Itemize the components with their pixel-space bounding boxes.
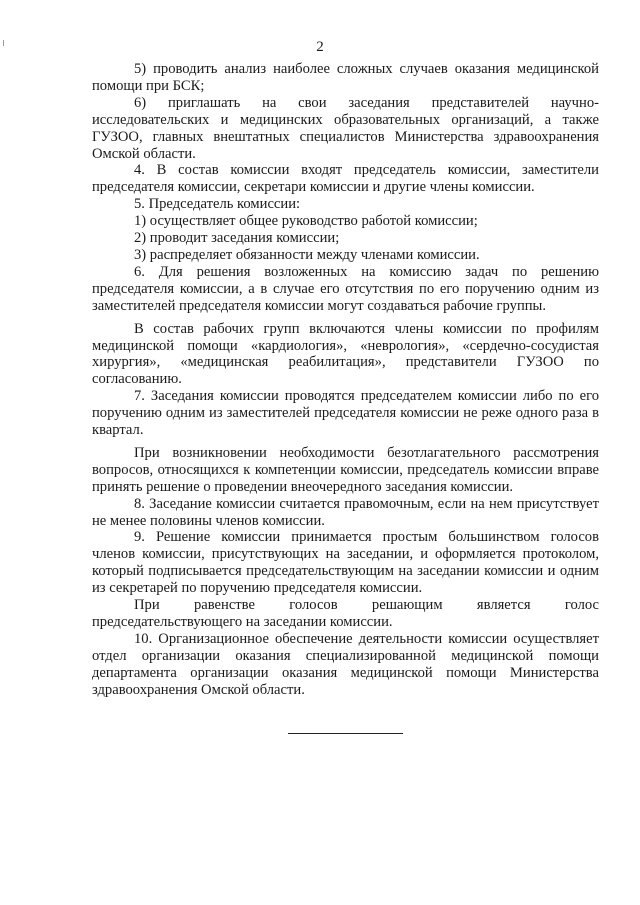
- paragraph-clause-10: 10. Организационное обеспечение деятельности комиссии осуществляет отдел организации оказания специализированной медицинской помощи департамента организации оказания медицинской помощи Министерства здравоохранения Омской области.: [92, 630, 599, 698]
- paragraph-item-6: 6) приглашать на свои заседания представителей научно-исследовательских и медицинских образовательных организаций, а также ГУЗОО, главных внештатных специалистов Министерства здравоохранения Омской области.: [92, 94, 599, 162]
- end-divider-line: [288, 733, 403, 734]
- paragraph-tie-vote: При равенстве голосов решающим является голос председательствующего на заседании комиссии.: [92, 597, 599, 630]
- paragraph-clause-8: 8. Заседание комиссии считается правомочным, если на нем присутствует не менее половины членов комиссии.: [92, 495, 599, 529]
- paragraph-item-5: 5) проводить анализ наиболее сложных случаев оказания медицинской помощи при БСК;: [92, 61, 599, 94]
- paragraph-clause-5-item-1: 1) осуществляет общее руководство работой комиссии;: [134, 213, 478, 230]
- page-number: 2: [316, 39, 324, 55]
- paragraph-clause-6: 6. Для решения возложенных на комиссию задач по решению председателя комиссии, а в случае его отсутствия по его поручению одним из заместителей председателя комиссии могут создаваться рабочие группы.: [92, 263, 599, 314]
- paragraph-clause-7: 7. Заседания комиссии проводятся председателем комиссии либо по его поручению одним из заместителей председателя комиссии не реже одного раза в квартал.: [92, 388, 599, 439]
- paragraph-clause-5-item-3: 3) распределяет обязанности между членами комиссии.: [134, 246, 480, 263]
- paragraph-clause-5: 5. Председатель комиссии:: [134, 196, 301, 213]
- paragraph-clause-4: 4. В состав комиссии входят председатель комиссии, заместители председателя комиссии, секретари комиссии и другие члены комиссии.: [92, 162, 599, 196]
- paragraph-working-groups: В состав рабочих групп включаются члены комиссии по профилям медицинской помощи «кардиология», «неврология», «сердечно-сосудистая хирургия», «медицинская реабилитация», представители ГУЗОО по согласованию.: [92, 320, 599, 388]
- paragraph-clause-9: 9. Решение комиссии принимается простым большинством голосов членов комиссии, присутствующих на заседании, и оформляется протоколом, который подписывается председательствующим на заседании комиссии и одним из секретарей по поручению председателя комиссии.: [92, 529, 599, 597]
- document-body: [92, 61, 599, 699]
- paragraph-extraordinary-meeting: При возникновении необходимости безотлагательного рассмотрения вопросов, относящихся к компетенции комиссии, председатель комиссии вправе принять решение о проведении внеочередного заседания комиссии.: [92, 444, 599, 495]
- paragraph-clause-5-item-2: 2) проводит заседания комиссии;: [134, 230, 340, 247]
